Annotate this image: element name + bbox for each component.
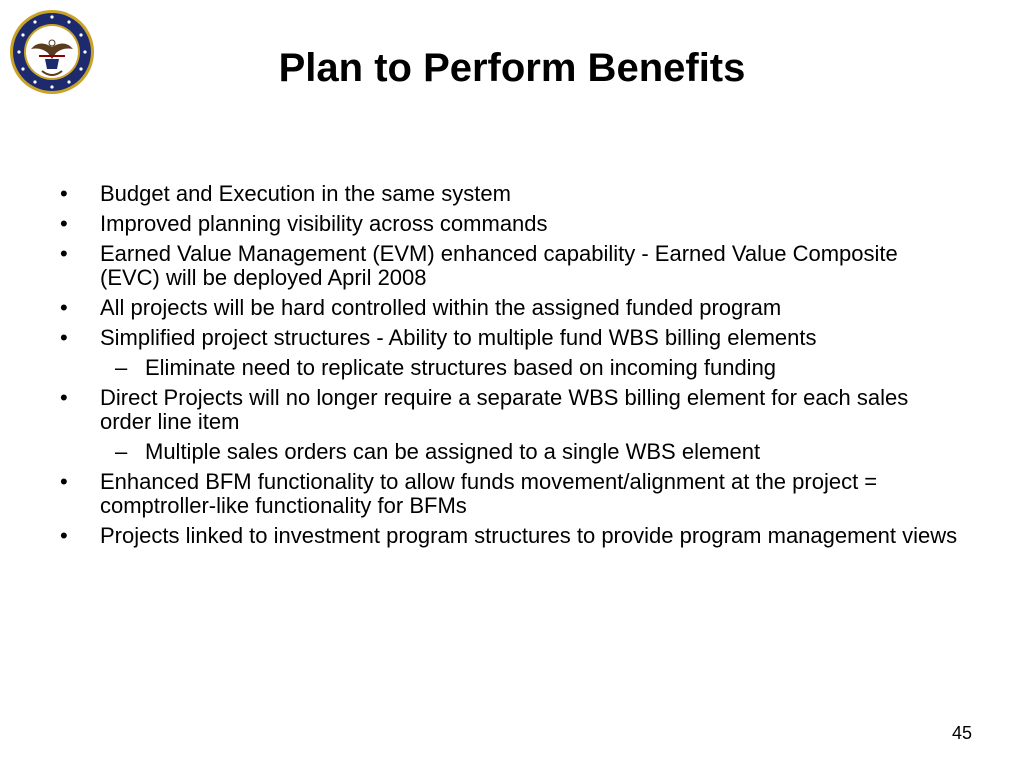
bullet-text: Enhanced BFM functionality to allow funds movement/alignment at the project = comptroller-like functionality for BFMs xyxy=(100,469,878,518)
bullet-text: Earned Value Management (EVM) enhanced capability - Earned Value Composite (EVC) will be deployed April 2008 xyxy=(100,241,898,290)
bullet-item xyxy=(60,326,960,350)
bullet-item xyxy=(60,470,960,518)
bullet-marker: • xyxy=(60,523,68,548)
bullet-item xyxy=(60,212,960,236)
bullet-item xyxy=(60,524,960,548)
bullet-text: Improved planning visibility across commands xyxy=(100,211,548,236)
sub-bullet-text: Multiple sales orders can be assigned to a single WBS element xyxy=(145,439,761,464)
bullet-item xyxy=(60,182,960,206)
bullet-item xyxy=(60,242,960,290)
bullet-list xyxy=(60,182,960,554)
bullet-marker: • xyxy=(60,211,68,236)
sub-bullet-marker: – xyxy=(115,355,128,380)
bullet-text: Direct Projects will no longer require a separate WBS billing element for each sales order line item xyxy=(100,385,909,434)
sub-bullet-item xyxy=(60,356,960,380)
bullet-marker: • xyxy=(60,181,68,206)
bullet-item xyxy=(60,386,960,434)
bullet-marker: • xyxy=(60,241,68,266)
bullet-marker: • xyxy=(60,295,68,320)
bullet-text: All projects will be hard controlled within the assigned funded program xyxy=(100,295,782,320)
bullet-marker: • xyxy=(60,469,68,494)
bullet-marker: • xyxy=(60,385,68,410)
bullet-text: Projects linked to investment program structures to provide program management views xyxy=(100,523,958,548)
bullet-text: Budget and Execution in the same system xyxy=(100,181,511,206)
sub-bullet-text: Eliminate need to replicate structures based on incoming funding xyxy=(145,355,777,380)
slide-title: Plan to Perform Benefits xyxy=(278,46,746,90)
bullet-item xyxy=(60,296,960,320)
bullet-text: Simplified project structures - Ability to multiple fund WBS billing elements xyxy=(100,325,817,350)
bullet-marker: • xyxy=(60,325,68,350)
sub-bullet-marker: – xyxy=(115,439,128,464)
page-number: 45 xyxy=(951,723,972,743)
sub-bullet-item xyxy=(60,440,960,464)
